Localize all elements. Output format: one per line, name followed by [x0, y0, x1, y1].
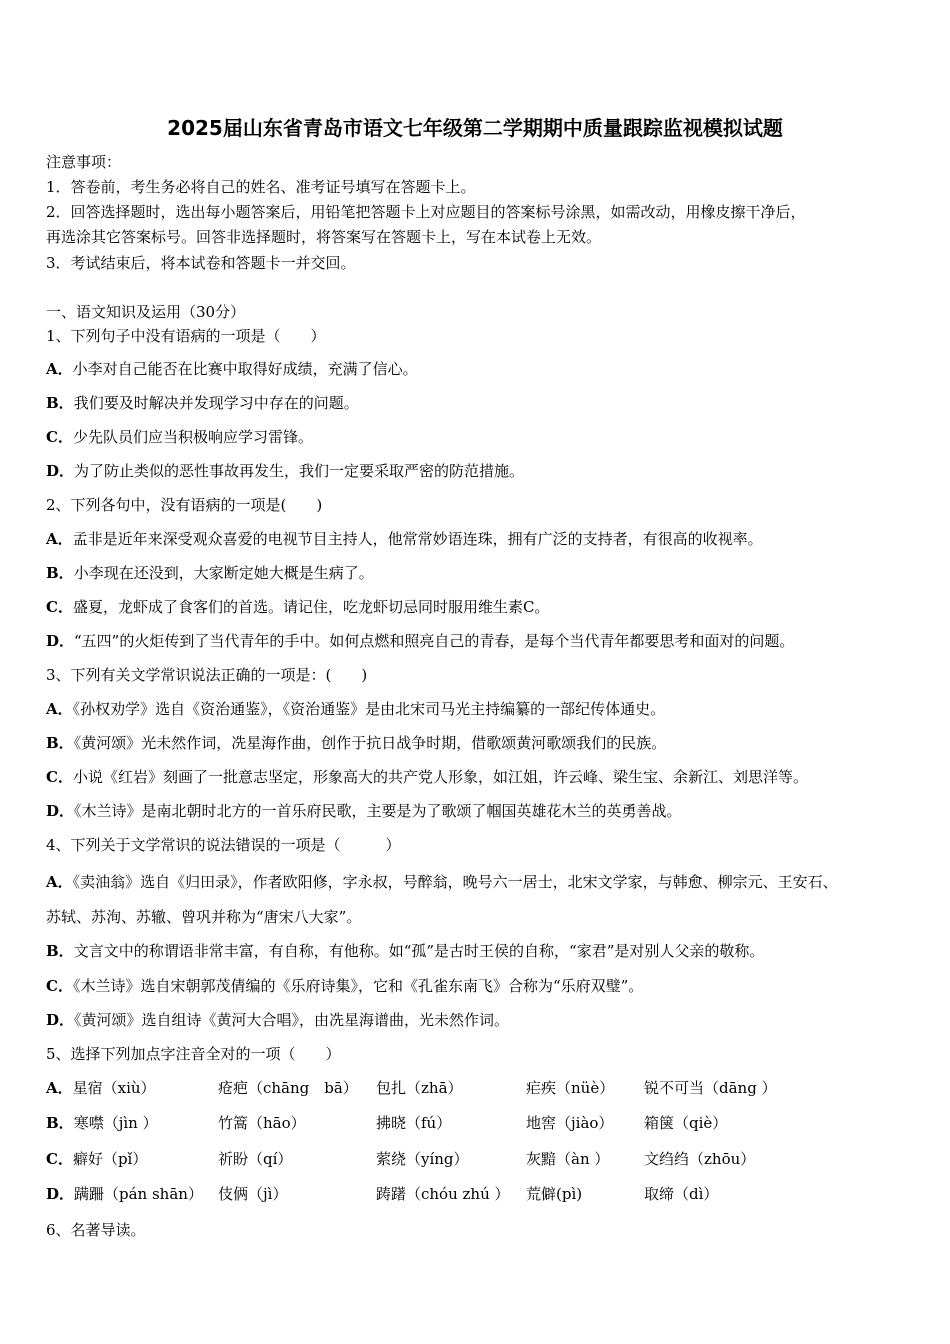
option-letter: C． — [46, 598, 73, 616]
notice-item: 1．答卷前，考生务必将自己的姓名、准考证号填写在答题卡上。 — [46, 178, 476, 196]
option-text: “五四”的火炬传到了当代青年的手中。如何点燃和照亮自己的青春，是每个当代青年都要思考和面对的问题。 — [74, 632, 795, 650]
pinyin-cell: 灰黯（àn ） — [526, 1150, 610, 1168]
option-letter: C． — [46, 977, 73, 995]
option-line — [46, 597, 549, 617]
option-text: 文言文中的称谓语非常丰富，有自称，有他称。如“孤”是古时王侯的自称，“家君”是对别人父亲的敬称。 — [73, 942, 765, 960]
option-text: 《木兰诗》选自宋朝郭茂倩编的《乐府诗集》，它和《孔雀东南飞》合称为“乐府双璧”。 — [72, 977, 644, 995]
option-line — [46, 733, 666, 753]
pinyin-cell: 竹篙（hāo） — [218, 1114, 306, 1132]
option-line — [46, 359, 418, 379]
option-line — [46, 1010, 509, 1030]
pinyin-cell — [46, 1184, 203, 1204]
pinyin-cell: 荒僻(pì) — [526, 1185, 583, 1203]
option-letter: A． — [46, 530, 73, 548]
option-letter: B． — [46, 1114, 74, 1132]
pinyin-cell: 祈盼（qí） — [218, 1150, 293, 1168]
pinyin-cell: 文绉绉（zhōu） — [644, 1150, 756, 1168]
option-line — [46, 976, 643, 996]
option-text: 少先队员们应当积极响应学习雷锋。 — [72, 428, 313, 446]
option-line — [46, 393, 359, 413]
pinyin-cell: 地窖（jiào） — [526, 1114, 614, 1132]
option-line — [46, 563, 374, 583]
notice-item: 2．回答选择题时，选出每小题答案后，用铅笔把答题卡上对应题目的答案标号涂黑，如需改动，用橡皮擦干净后， — [46, 203, 806, 221]
option-letter: A． — [46, 1079, 73, 1097]
pinyin-cell — [46, 1078, 156, 1098]
option-letter: A． — [46, 873, 73, 891]
option-line — [46, 461, 524, 481]
pinyin-cell: 疮疤（chāng bā） — [218, 1079, 358, 1097]
option-text: 寒噤（jìn ） — [73, 1114, 158, 1132]
pinyin-cell: 拂晓（fú） — [376, 1114, 452, 1132]
pinyin-cell: 萦绕（yíng） — [376, 1150, 469, 1168]
option-text: 苏轼、苏洵、苏辙、曾巩并称为“唐宋八大家”。 — [46, 908, 362, 926]
option-letter: A． — [46, 360, 73, 378]
pinyin-cell: 箱箧（qiè） — [644, 1114, 728, 1132]
option-letter: C． — [46, 768, 73, 786]
option-letter: B． — [46, 564, 74, 582]
option-line — [46, 872, 838, 892]
option-text: 癖好（pǐ） — [72, 1150, 148, 1168]
question-stem: 4、下列关于文学常识的说法错误的一项是（ ） — [46, 836, 401, 854]
option-line — [46, 767, 808, 787]
section-heading: 一、语文知识及运用（30分） — [46, 303, 246, 321]
notice-heading: 注意事项： — [46, 153, 122, 171]
option-line — [46, 631, 794, 651]
pinyin-cell — [46, 1149, 147, 1169]
option-letter: B． — [46, 734, 74, 752]
option-text: 《黄河颂》光未然作词，冼星海作曲，创作于抗日战争时期，借歌颂黄河歌颂我们的民族。 — [73, 734, 667, 752]
option-letter: C． — [46, 428, 73, 446]
option-letter: D． — [46, 462, 75, 480]
question-stem: 5、选择下列加点字注音全对的一项（ ） — [46, 1045, 341, 1063]
option-letter: C． — [46, 1150, 73, 1168]
option-text: 《孙权劝学》选自《资治通鉴》，《资治通鉴》是由北宋司马光主持编纂的一部纪传体通史。 — [72, 700, 666, 718]
option-letter: D． — [46, 802, 75, 820]
question-stem: 6、名著导读。 — [46, 1221, 146, 1239]
pinyin-cell: 包扎（zhā） — [376, 1079, 463, 1097]
pinyin-cell: 踌躇（chóu zhú ） — [376, 1185, 510, 1203]
option-line — [46, 427, 313, 447]
option-text: 我们要及时解决并发现学习中存在的问题。 — [73, 394, 359, 412]
option-text: 盛夏，龙虾成了食客们的首选。请记住，吃龙虾切忌同时服用维生素C。 — [72, 598, 550, 616]
option-letter: B． — [46, 942, 74, 960]
option-text: 星宿（xiù） — [72, 1079, 156, 1097]
option-letter: D． — [46, 1011, 75, 1029]
question-stem: 1、下列句子中没有语病的一项是（ ） — [46, 327, 326, 345]
option-text: 《黄河颂》选自组诗《黄河大合唱》，由冼星海谱曲，光未然作词。 — [74, 1011, 510, 1029]
option-text: 《木兰诗》是南北朝时北方的一首乐府民歌，主要是为了歌颂了帼国英雄花木兰的英勇善战。 — [74, 802, 682, 820]
option-line — [46, 941, 764, 961]
option-letter: B． — [46, 394, 74, 412]
option-text: 小李对自己能否在比赛中取得好成绩，充满了信心。 — [72, 360, 418, 378]
option-line — [46, 529, 763, 549]
notice-item: 3．考试结束后，将本试卷和答题卡一并交回。 — [46, 254, 356, 272]
option-text: 小说《红岩》刻画了一批意志坚定，形象高大的共产党人形象，如江姐，许云峰、梁生宝、余新江、刘思洋等。 — [72, 768, 808, 786]
option-letter: A． — [46, 700, 73, 718]
question-stem: 3、下列有关文学常识说法正确的一项是：( ) — [46, 666, 368, 684]
option-letter: D． — [46, 1185, 75, 1203]
page-title: 2025届山东省青岛市语文七年级第二学期期中质量跟踪监视模拟试题 — [167, 116, 783, 140]
pinyin-cell: 取缔（dì） — [644, 1185, 719, 1203]
option-line — [46, 801, 682, 821]
pinyin-cell: 疟疾（nüè） — [526, 1079, 615, 1097]
pinyin-cell — [46, 1113, 158, 1133]
option-line-continued — [46, 907, 361, 927]
option-text: 孟非是近年来深受观众喜爱的电视节目主持人，他常常妙语连珠，拥有广泛的支持者，有很高的收视率。 — [72, 530, 763, 548]
pinyin-cell: 伎俩（jì） — [218, 1185, 288, 1203]
option-text: 为了防止类似的恶性事故再发生，我们一定要采取严密的防范措施。 — [74, 462, 525, 480]
option-text: 小李现在还没到，大家断定她大概是生病了。 — [73, 564, 374, 582]
option-text: 蹒跚（pán shān） — [74, 1185, 203, 1203]
option-letter: D． — [46, 632, 75, 650]
notice-item: 再选涂其它答案标号。回答非选择题时，将答案写在答题卡上，写在本试卷上无效。 — [46, 228, 602, 246]
pinyin-cell: 锐不可当（dāng ） — [644, 1079, 777, 1097]
option-line — [46, 699, 665, 719]
option-text: 《卖油翁》选自《归田录》，作者欧阳修，字永叔，号醉翁，晚号六一居士，北宋文学家，与韩愈、柳宗元、王安石、 — [72, 873, 838, 891]
question-stem: 2、下列各句中，没有语病的一项是( ) — [46, 496, 323, 514]
